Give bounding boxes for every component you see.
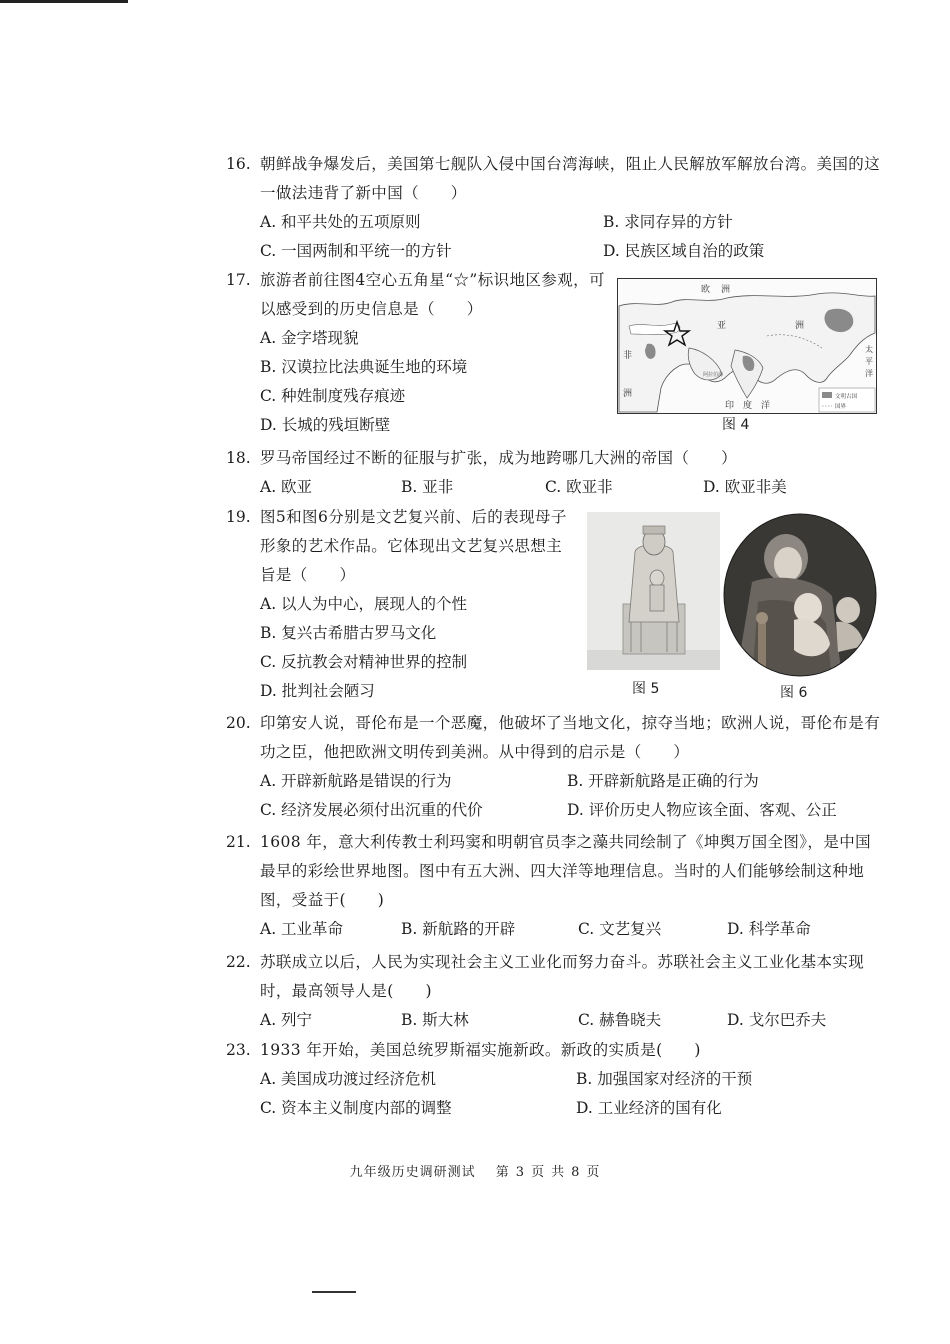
figure-6-caption: 图 6 xyxy=(780,685,808,701)
sculpture-illustration xyxy=(587,512,720,670)
option-a: A. 美国成功渡过经济危机 xyxy=(260,1070,437,1088)
option-b: B. 亚非 xyxy=(401,478,454,496)
total-label: 共 xyxy=(551,1165,566,1180)
question-stem: 印第安人说，哥伦布是一个恶魔，他破坏了当地文化，掠夺当地；欧洲人说，哥伦布是有功之臣，他把欧洲文明传到美洲。从中得到的启示是（ ） xyxy=(260,714,881,761)
option-a: A. 以人为中心，展现人的个性 xyxy=(260,595,468,613)
option-b: B. 加强国家对经济的干预 xyxy=(576,1070,753,1088)
option-d: D. 戈尔巴乔夫 xyxy=(727,1011,827,1029)
option-b: B. 汉谟拉比法典诞生地的环境 xyxy=(260,358,468,376)
svg-text:洲: 洲 xyxy=(721,285,731,295)
page-number: 3 xyxy=(515,1165,526,1180)
svg-text:平: 平 xyxy=(865,357,873,366)
question-19 xyxy=(226,503,576,706)
option-d: D. 批判社会陋习 xyxy=(260,682,375,700)
painting-illustration xyxy=(722,512,878,678)
scan-corner-mark xyxy=(0,0,128,3)
option-d: D. 评价历史人物应该全面、客观、公正 xyxy=(567,801,837,819)
question-stem: 1933 年开始，美国总统罗斯福实施新政。新政的实质是( ) xyxy=(260,1041,701,1059)
options xyxy=(260,590,576,706)
question-22 xyxy=(226,948,882,1035)
question-17 xyxy=(226,266,606,440)
option-b: B. 复兴古希腊古罗马文化 xyxy=(260,624,437,642)
option-d: D. 工业经济的国有化 xyxy=(576,1099,722,1117)
exam-title: 九年级历史调研测试 xyxy=(349,1165,476,1180)
total-pages: 8 xyxy=(571,1165,581,1180)
question-stem: 旅游者前往图4空心五角星“☆”标识地区参观，可以感受到的历史信息是（ ） xyxy=(260,271,605,318)
option-c: C. 文艺复兴 xyxy=(578,920,662,938)
page-footer xyxy=(0,1161,950,1180)
question-stem: 朝鲜战争爆发后，美国第七舰队入侵中国台湾海峡，阻止人民解放军解放台湾。美国的这一做法违背了新中国（ ） xyxy=(260,155,881,202)
question-20 xyxy=(226,709,882,825)
options xyxy=(260,1006,882,1035)
option-c: C. 一国两制和平统一的方针 xyxy=(260,242,452,260)
question-stem: 1608 年，意大利传教士利玛窦和明朝官员李之藻共同绘制了《坤舆万国全图》，是中国最早的彩绘世界地图。图中有五大洲、四大洋等地理信息。当时的人们能够绘制这种地图，受益于( ) xyxy=(260,833,872,909)
svg-text:阿拉伯海: 阿拉伯海 xyxy=(703,372,724,378)
svg-text:印 度 洋: 印 度 洋 xyxy=(725,401,771,411)
option-b: B. 求同存异的方针 xyxy=(603,213,733,231)
question-stem: 罗马帝国经过不断的征服与扩张，成为地跨哪几大洲的帝国（ ） xyxy=(260,449,738,467)
figure-5-sculpture xyxy=(587,512,720,670)
option-d: D. 科学革命 xyxy=(727,920,811,938)
bottom-rule xyxy=(312,1291,356,1293)
option-d: D. 民族区域自治的政策 xyxy=(603,242,765,260)
page-label: 页 xyxy=(586,1165,601,1180)
svg-text:洲: 洲 xyxy=(623,389,633,399)
option-b: B. 开辟新航路是正确的行为 xyxy=(567,772,759,790)
option-c: C. 反抗教会对精神世界的控制 xyxy=(260,653,468,671)
page-label: 第 xyxy=(495,1165,510,1180)
svg-text:文明古国: 文明古国 xyxy=(835,394,858,400)
svg-text:国界: 国界 xyxy=(835,404,847,410)
svg-text:太: 太 xyxy=(865,345,873,354)
option-c: C. 赫鲁晓夫 xyxy=(578,1011,662,1029)
svg-text:洋: 洋 xyxy=(865,369,873,378)
question-stem: 苏联成立以后，人民为实现社会主义工业化而努力奋斗。苏联社会主义工业化基本实现时，最高领导人是( ) xyxy=(260,953,865,1000)
option-a: A. 欧亚 xyxy=(260,478,313,496)
options xyxy=(260,208,882,266)
question-number: 21. xyxy=(226,833,251,851)
option-a: A. 列宁 xyxy=(260,1011,313,1029)
svg-text:欧: 欧 xyxy=(701,285,711,295)
options xyxy=(260,473,882,502)
question-16 xyxy=(226,150,882,266)
question-number: 17. xyxy=(226,271,251,289)
option-b: B. 新航路的开辟 xyxy=(401,920,516,938)
map-illustration xyxy=(617,278,877,414)
svg-text:亚: 亚 xyxy=(717,321,727,331)
svg-text:洲: 洲 xyxy=(795,321,805,331)
options xyxy=(260,915,882,944)
option-c: C. 欧亚非 xyxy=(545,478,613,496)
options xyxy=(260,324,606,440)
option-c: C. 经济发展必须付出沉重的代价 xyxy=(260,801,483,819)
option-d: D. 长城的残垣断壁 xyxy=(260,416,391,434)
question-number: 19. xyxy=(226,508,251,526)
figure-4-caption: 图 4 xyxy=(722,417,750,433)
page-label: 页 xyxy=(531,1165,546,1180)
question-18 xyxy=(226,444,882,502)
question-number: 20. xyxy=(226,714,251,732)
question-23 xyxy=(226,1036,882,1123)
figure-6-painting xyxy=(722,512,878,678)
question-number: 16. xyxy=(226,155,251,173)
question-number: 22. xyxy=(226,953,251,971)
svg-text:非: 非 xyxy=(623,351,633,361)
question-number: 18. xyxy=(226,449,251,467)
options xyxy=(260,1065,882,1123)
options xyxy=(260,767,882,825)
option-a: A. 金字塔现貌 xyxy=(260,329,359,347)
figure-5-caption: 图 5 xyxy=(632,681,660,697)
option-a: A. 和平共处的五项原则 xyxy=(260,213,421,231)
option-b: B. 斯大林 xyxy=(401,1011,469,1029)
question-number: 23. xyxy=(226,1041,251,1059)
option-c: C. 种姓制度残存痕迹 xyxy=(260,387,406,405)
question-21 xyxy=(226,828,882,944)
figure-4-map xyxy=(617,278,877,414)
option-a: A. 开辟新航路是错误的行为 xyxy=(260,772,452,790)
option-c: C. 资本主义制度内部的调整 xyxy=(260,1099,452,1117)
option-d: D. 欧亚非美 xyxy=(703,478,787,496)
option-a: A. 工业革命 xyxy=(260,920,344,938)
question-stem: 图5和图6分别是文艺复兴前、后的表现母子形象的艺术作品。它体现出文艺复兴思想主旨是（ ） xyxy=(260,508,567,584)
